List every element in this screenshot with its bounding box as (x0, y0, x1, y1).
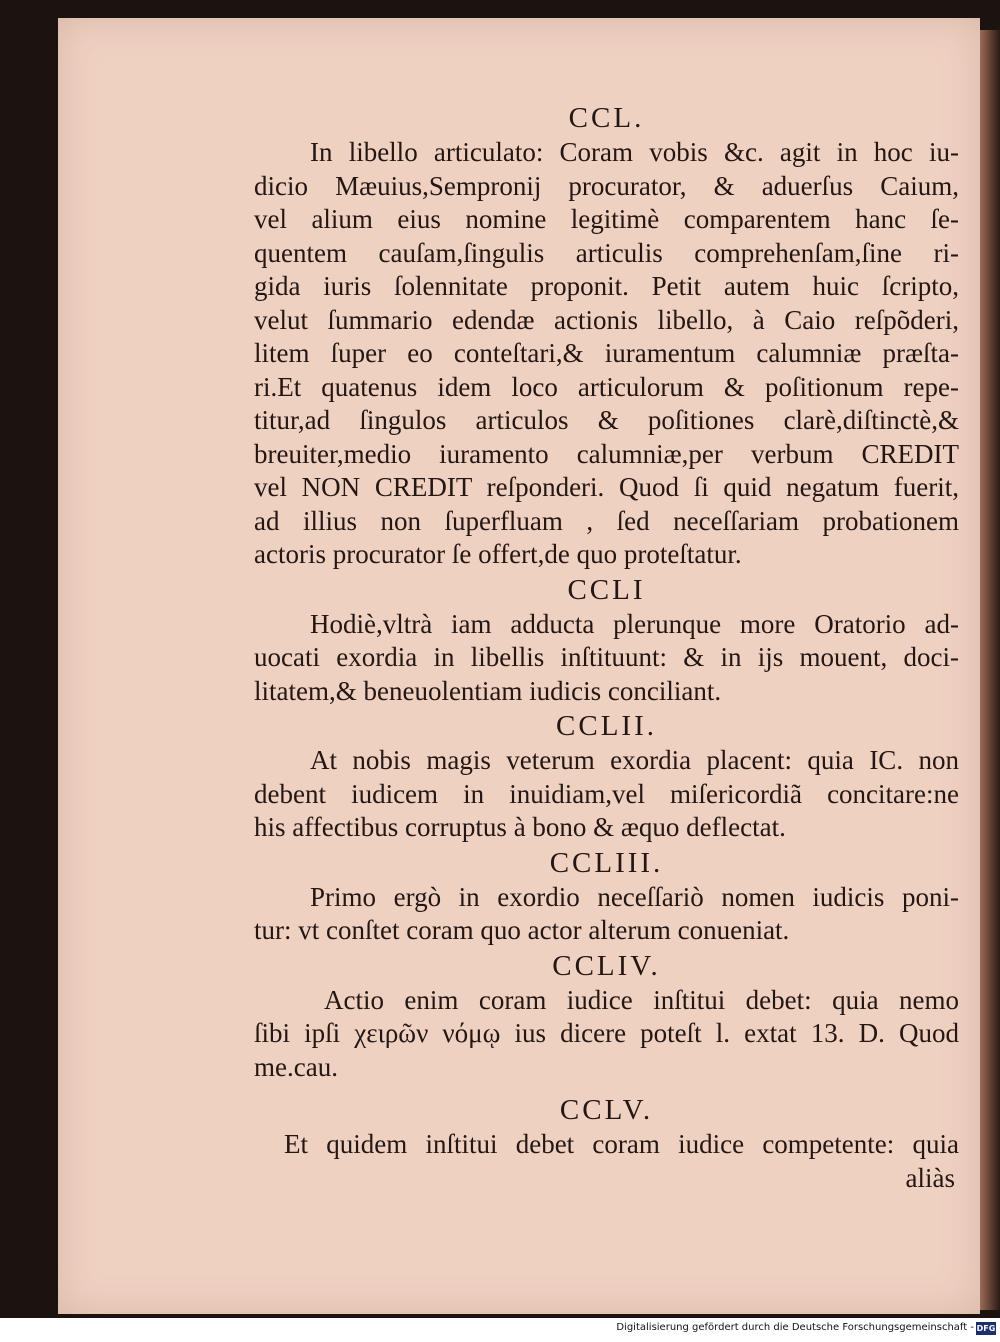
text-line: At nobis magis veterum exordia placent: quia IC. non (310, 745, 959, 775)
text-line: Primo ergò in exordio neceſſariò nomen iudicis poni- (310, 881, 959, 912)
text-line: dicio Mæuius,Sempronij procurator, & aduerſus Caium, (254, 170, 959, 201)
text-line: litem ſuper eo conteſtari,& iuramentum calumniæ præſta- (254, 338, 959, 368)
text-line: Actio enim coram iudice inſtitui debet: quia nemo (324, 984, 959, 1015)
text-line: debent iudicem in inuidiam,vel miſericordiã concitare:ne (254, 778, 959, 809)
digitization-footer (0, 1318, 1000, 1342)
text-line: gida iuris ſolennitate proponit. Petit autem huic ſcripto, (254, 271, 959, 301)
text-line: ſibi ipſi χειρῶν νόμῳ ius dicere poteſt l. extat 13. D. Quod (254, 1018, 959, 1048)
text-line: Et quidem inſtitui debet coram iudice competente: quia (284, 1129, 959, 1159)
text-line: velut ſummario edendæ actionis libello, à Caio reſpõderi, (254, 304, 959, 335)
section-heading-ccli: CCLI (567, 573, 646, 606)
section-heading-cclv: CCLV. (559, 1094, 654, 1126)
text-line: breuiter,medio iuramento calumniæ,per verbum CREDIT (254, 438, 959, 469)
text-line: titur,ad ſingulos articulos & poſitiones clarè,diſtinctè,& (254, 405, 959, 435)
text-line: ad illius non ſuperfluam , ſed neceſſariam probationem (254, 505, 959, 536)
text-line: litatem,& beneuolentiam iudicis conciliant. (254, 675, 722, 706)
text-line: Hodiè,vltrà iam adducta plerunque more Oratorio ad- (310, 608, 959, 639)
section-heading-ccliv: CCLIV. (552, 949, 661, 982)
text-line: In libello articulato: Coram vobis &c. agit in hoc iu- (310, 137, 959, 167)
section-heading-cclii: CCLII. (556, 710, 657, 742)
text-line: vel NON CREDIT reſponderi. Quod ſi quid negatum fuerit, (254, 472, 959, 502)
section-heading-ccliii: CCLIII. (549, 846, 664, 879)
text-line: quentem cauſam,ſingulis articulis comprehenſam,ſine ri- (254, 237, 959, 268)
text-line: me.cau. (254, 1051, 338, 1082)
text-line: vel alium eius nomine legitimè comparentem hanc ſe- (254, 204, 959, 234)
section-heading-ccl: CCL. (568, 102, 645, 134)
text-line: actoris procurator ſe offert,de quo proteſtatur. (254, 539, 742, 569)
text-line: ri.Et quatenus idem loco articulorum & poſitionum repe- (254, 371, 959, 402)
funding-credit: Digitalisierung gefördert durch die Deutsche Forschungsgemeinschaft - (616, 1322, 974, 1333)
catchword: aliàs (905, 1162, 955, 1193)
text-line: tur: vt conſtet coram quo actor alterum conueniat. (254, 915, 790, 945)
text-line: his affectibus corruptus à bono & æquo deflectat. (254, 812, 786, 842)
dfg-logo-icon: DFG (976, 1324, 996, 1333)
page-text (254, 100, 959, 1195)
text-line: uocati exordia in libellis inſtituunt: & in ijs mouent, doci- (254, 642, 959, 672)
